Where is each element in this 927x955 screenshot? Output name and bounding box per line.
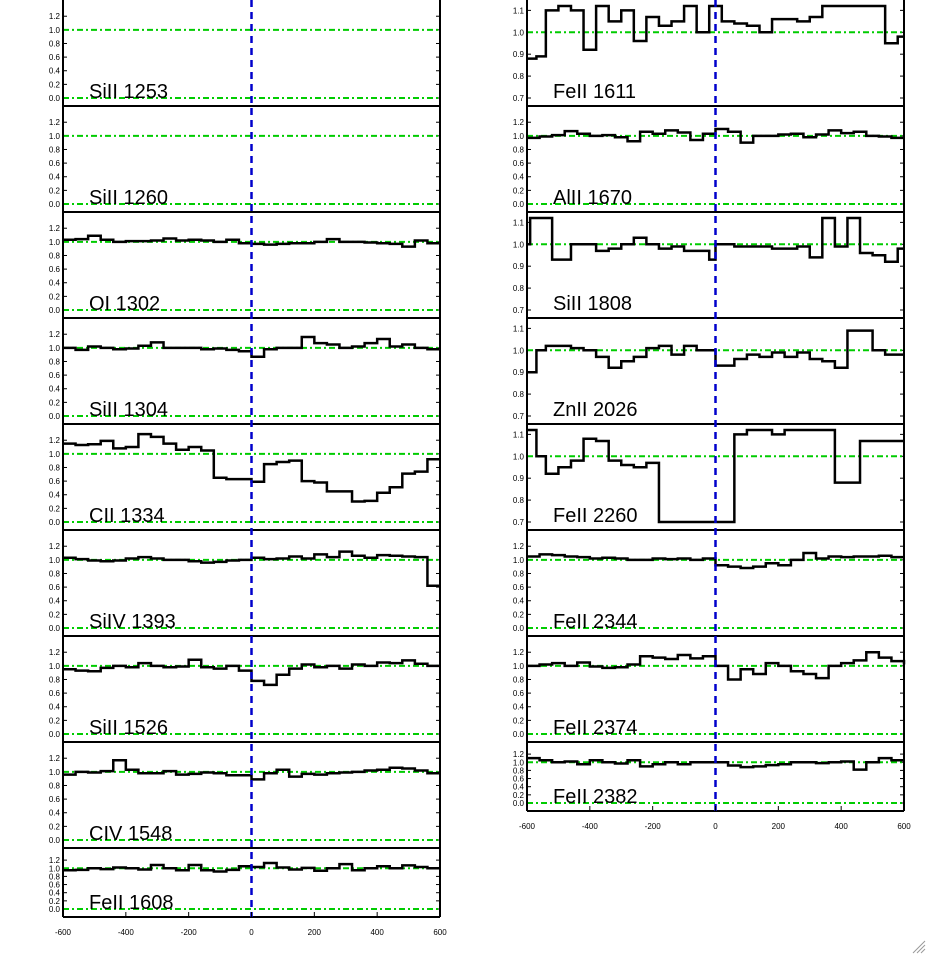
y-tick-label: 0.4 [48,172,60,182]
y-tick-label: 1.0 [512,758,524,768]
y-tick-label: 0.8 [48,872,60,882]
y-tick-label: 0.6 [48,371,60,381]
y-tick-label: 0.6 [48,159,60,169]
y-tick-label: 1.2 [48,542,60,552]
y-tick-label: 0.0 [48,94,60,103]
y-tick-label: 1.0 [48,237,60,247]
y-tick-label: 0.8 [48,251,60,261]
panel-oi-1302 [49,224,440,318]
y-tick-label: 1.2 [48,224,60,234]
panel-feii-1608 [49,856,440,917]
x-tick-label: 400 [834,822,848,831]
y-tick-label: 0.2 [512,716,524,726]
y-tick-label: 0.2 [48,822,60,832]
panel-znii-2026 [513,324,904,424]
resize-grip-icon[interactable] [913,941,925,953]
y-tick-label: 1.2 [512,750,524,760]
x-tick-label: -600 [54,928,72,937]
y-tick-label: 0.4 [512,596,524,606]
ion-label: SiII 1526 [89,717,168,739]
ion-label: FeII 2374 [553,717,638,739]
y-tick-label: 0.6 [512,689,524,699]
panel-civ-1548 [49,754,440,848]
y-tick-label: 0.7 [512,518,524,527]
y-tick-label: 0.6 [48,689,60,699]
ion-label: SiIV 1393 [89,611,176,633]
y-tick-label: 1.2 [512,648,524,658]
right-x-axis [519,806,911,831]
ion-label: SiII 1304 [89,399,168,421]
ion-label: CIV 1548 [89,823,173,845]
ion-label: FeII 1608 [89,892,174,914]
y-tick-label: 0.0 [48,836,60,845]
y-tick-label: 1.2 [48,118,60,128]
y-tick-label: 0.4 [48,278,60,288]
panel-feii-2374 [513,648,904,742]
ion-label: FeII 2344 [553,611,638,633]
y-tick-label: 1.2 [48,12,60,22]
y-tick-label: 1.0 [512,452,524,462]
y-tick-label: 1.0 [48,767,60,777]
panel-siii-1253 [49,12,440,106]
left-column-panels [49,0,440,917]
x-tick-label: 0 [249,928,254,937]
y-tick-label: 0.0 [48,200,60,209]
y-tick-label: 1.2 [48,856,60,866]
y-tick-label: 1.0 [512,661,524,671]
y-tick-label: 0.8 [512,145,524,155]
y-tick-label: 1.0 [48,555,60,565]
panel-siii-1526 [49,648,440,742]
y-tick-label: 0.2 [48,610,60,620]
panel-feii-2382 [513,750,904,811]
x-tick-label: 200 [307,928,322,937]
y-tick-label: 1.2 [48,436,60,446]
y-tick-label: 1.1 [512,324,524,334]
ion-label: SiII 1808 [553,293,632,315]
y-tick-label: 0.0 [48,624,60,633]
x-tick-label: -400 [117,928,134,937]
y-tick-label: 0.0 [512,200,524,209]
y-tick-label: 0.6 [48,583,60,593]
panel-siiv-1393 [49,542,440,636]
y-tick-label: 1.2 [512,118,524,128]
x-tick-label: -200 [180,928,197,937]
x-tick-label: 200 [771,822,786,831]
y-tick-label: 0.4 [48,808,60,818]
y-tick-label: 1.0 [512,240,524,250]
y-tick-label: 1.0 [512,28,524,38]
panel-siii-1304 [49,330,440,424]
y-tick-label: 0.6 [48,265,60,275]
ion-label: AlII 1670 [553,187,632,209]
y-tick-label: 0.6 [48,53,60,63]
y-tick-label: 0.8 [48,39,60,49]
y-tick-label: 0.8 [512,496,524,506]
y-tick-label: 0.8 [512,766,524,776]
y-tick-label: 0.8 [512,72,524,82]
y-tick-label: 0.2 [48,80,60,90]
y-tick-label: 0.2 [48,896,60,906]
y-tick-label: 0.8 [48,463,60,473]
y-tick-label: 0.2 [512,790,524,800]
y-tick-label: 1.0 [48,343,60,353]
y-tick-label: 0.4 [512,702,524,712]
y-tick-label: 1.0 [48,131,60,141]
y-tick-label: 1.0 [512,131,524,141]
y-tick-label: 0.9 [512,262,524,272]
y-tick-label: 0.0 [48,518,60,527]
left-x-axis [55,912,447,937]
y-tick-label: 0.0 [48,412,60,421]
panel-alii-1670 [513,118,904,212]
y-tick-label: 0.6 [48,477,60,487]
y-tick-label: 0.0 [512,730,524,739]
y-tick-label: 1.0 [512,346,524,356]
y-tick-label: 0.2 [48,716,60,726]
ion-label: FeII 2382 [553,786,638,808]
y-tick-label: 1.0 [48,661,60,671]
x-tick-label: -200 [644,822,661,831]
x-tick-label: 400 [370,928,384,937]
x-tick-label: 600 [433,928,447,937]
panel-siii-1260 [49,118,440,212]
y-tick-label: 1.0 [48,449,60,459]
x-tick-label: -400 [581,822,598,831]
y-tick-label: 0.2 [48,292,60,302]
y-tick-label: 0.4 [48,596,60,606]
panel-feii-2260 [513,430,904,530]
right-column-panels [513,0,904,811]
y-tick-label: 0.0 [512,799,524,808]
y-tick-label: 0.4 [512,782,524,792]
ion-label: ZnII 2026 [553,399,638,421]
y-tick-label: 0.4 [512,172,524,182]
y-tick-label: 0.2 [48,398,60,408]
panel-feii-1611 [513,6,904,106]
y-tick-label: 0.6 [512,159,524,169]
y-tick-label: 0.4 [48,702,60,712]
y-tick-label: 0.8 [48,569,60,579]
ion-label: CII 1334 [89,505,165,527]
y-tick-label: 1.1 [512,6,524,16]
ion-label: SiII 1253 [89,81,168,103]
y-tick-label: 0.8 [512,569,524,579]
y-tick-label: 0.4 [48,490,60,500]
y-tick-label: 0.8 [48,145,60,155]
y-tick-label: 0.8 [512,284,524,294]
y-tick-label: 1.0 [48,864,60,874]
y-tick-label: 0.0 [48,306,60,315]
y-tick-label: 0.7 [512,94,524,103]
panel-cii-1334 [49,434,440,530]
ion-label: FeII 2260 [553,505,638,527]
y-tick-label: 0.4 [48,888,60,898]
panel-siii-1808 [513,218,904,318]
y-tick-label: 0.4 [48,66,60,76]
y-tick-label: 0.8 [48,781,60,791]
y-tick-label: 0.2 [48,186,60,196]
y-tick-label: 0.8 [48,675,60,685]
y-tick-label: 1.0 [48,25,60,35]
ion-label: FeII 1611 [553,81,637,103]
y-tick-label: 0.8 [512,675,524,685]
y-tick-label: 0.2 [48,504,60,514]
y-tick-label: 0.6 [48,880,60,890]
y-tick-label: 1.2 [48,330,60,340]
panel-feii-2344 [513,542,904,636]
x-tick-label: 600 [897,822,911,831]
y-tick-label: 0.0 [48,730,60,739]
y-tick-label: 0.8 [512,390,524,400]
y-tick-label: 0.0 [512,624,524,633]
y-tick-label: 0.2 [512,610,524,620]
y-tick-label: 1.1 [512,218,524,228]
y-tick-label: 0.6 [48,795,60,805]
x-tick-label: -600 [518,822,536,831]
y-tick-label: 1.1 [512,430,524,440]
y-tick-label: 0.9 [512,368,524,378]
y-tick-label: 0.7 [512,412,524,421]
y-tick-label: 0.9 [512,50,524,60]
y-tick-label: 0.6 [512,583,524,593]
y-tick-label: 0.9 [512,474,524,484]
y-tick-label: 0.7 [512,306,524,315]
ion-label: OI 1302 [89,293,161,315]
y-tick-label: 1.2 [512,542,524,552]
y-tick-label: 0.8 [48,357,60,367]
y-tick-label: 0.4 [48,384,60,394]
y-tick-label: 0.2 [512,186,524,196]
x-tick-label: 0 [713,822,718,831]
y-tick-label: 0.6 [512,774,524,784]
y-tick-label: 1.2 [48,648,60,658]
y-tick-label: 0.0 [48,905,60,914]
ion-label: SiII 1260 [89,187,168,209]
y-tick-label: 1.0 [512,555,524,565]
y-tick-label: 1.2 [48,754,60,764]
